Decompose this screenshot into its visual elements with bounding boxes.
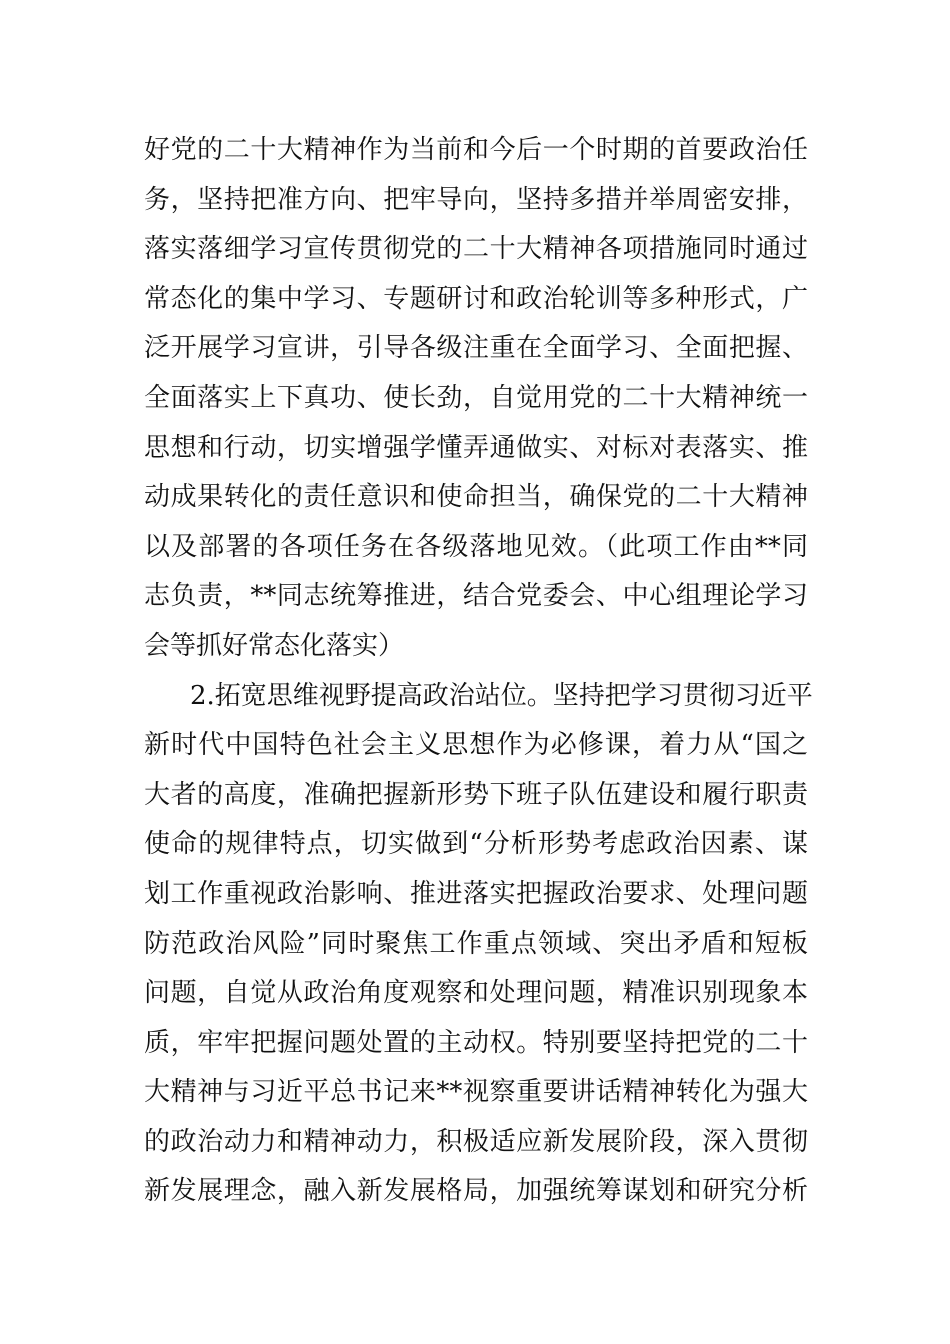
text-line: 新发展理念，融入新发展格局，加强统筹谋划和研究分析	[144, 1176, 808, 1207]
text-line: 泛开展学习宣讲，引导各级注重在全面学习、全面把握、	[144, 333, 808, 364]
paragraph-item-2	[144, 672, 813, 1218]
text-line: 以及部署的各项任务在各级落地见效。（此项工作由**同	[144, 531, 808, 562]
text-line: 动成果转化的责任意识和使命担当，确保党的二十大精神	[144, 482, 808, 513]
text-line: 会等抓好常态化落实）	[144, 630, 405, 661]
text-line: 质，牢牢把握问题处置的主动权。特别要坚持把党的二十	[144, 1027, 808, 1058]
text-line: 问题，自觉从政治角度观察和处理问题，精准识别现象本	[144, 978, 808, 1009]
text-line: 大精神与习近平总书记来**视察重要讲话精神转化为强大	[144, 1077, 808, 1108]
text-line: 常态化的集中学习、专题研讨和政治轮训等多种形式，广	[144, 283, 808, 314]
text-line: 志负责，**同志统筹推进，结合党委会、中心组理论学习	[144, 581, 808, 612]
text-line: 思想和行动，切实增强学懂弄通做实、对标对表落实、推	[144, 432, 808, 463]
document-body	[144, 126, 813, 1217]
text-line: 防范政治风险”同时聚焦工作重点领域、突出矛盾和短板	[144, 928, 808, 959]
text-line: 的政治动力和精神动力，积极适应新发展阶段，深入贯彻	[144, 1126, 808, 1157]
text-line: 落实落细学习宣传贯彻党的二十大精神各项措施同时通过	[144, 234, 808, 265]
text-line: 新时代中国特色社会主义思想作为必修课，着力从“国之	[144, 730, 808, 761]
text-line: 使命的规律特点，切实做到“分析形势考虑政治因素、谋	[144, 829, 808, 860]
text-line: 全面落实上下真功、使长劲，自觉用党的二十大精神统一	[144, 382, 808, 413]
text-line: 大者的高度，准确把握新形势下班子队伍建设和履行职责	[144, 779, 808, 810]
text-line: 务，坚持把准方向、把牢导向，坚持多措并举周密安排，	[144, 184, 808, 215]
paragraph-continuation	[144, 126, 808, 672]
text-line: 好党的二十大精神作为当前和今后一个时期的首要政治任	[144, 135, 808, 165]
paragraph-heading-line: 2.拓宽思维视野提高政治站位。坚持把学习贯彻习近平	[190, 680, 813, 711]
text-line: 划工作重视政治影响、推进落实把握政治要求、处理问题	[144, 878, 808, 909]
